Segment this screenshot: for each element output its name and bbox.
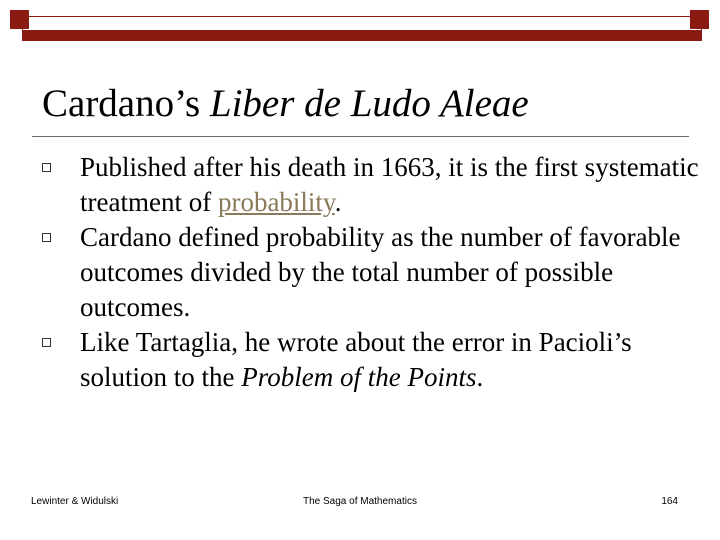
- bullet-text: Cardano defined probability as the number of favorable outcomes divided by the total number of possible outcomes.: [80, 222, 681, 322]
- bullet-text-end: .: [476, 362, 484, 392]
- hollow-square-bullet-icon: [42, 338, 51, 347]
- footer-authors: Lewinter & Widulski: [31, 496, 119, 507]
- bullet-text-end: .: [334, 187, 342, 217]
- slide-title-plain: Cardano’s: [42, 82, 210, 125]
- slide-title: [42, 82, 529, 126]
- footer-page-number: 164: [661, 496, 678, 507]
- bullet-text-italic: Problem of the Points: [241, 362, 477, 392]
- bullet-item: [42, 150, 702, 220]
- bullet-item: [42, 325, 702, 395]
- corner-square-left: [10, 10, 29, 29]
- header-band-outline: [22, 16, 702, 31]
- bullet-text: Published after his death in 1663, it is the first systematic treatment of: [80, 152, 699, 217]
- title-divider: [32, 136, 689, 137]
- bullet-list: [42, 150, 702, 395]
- header-band: [22, 31, 702, 41]
- hollow-square-bullet-icon: [42, 163, 51, 172]
- slide-title-italic: Liber de Ludo Aleae: [209, 82, 529, 125]
- probability-link[interactable]: probability: [217, 187, 335, 217]
- footer-book-title: The Saga of Mathematics: [303, 496, 417, 507]
- hollow-square-bullet-icon: [42, 233, 51, 242]
- corner-square-right: [690, 10, 709, 29]
- bullet-text: Like Tartaglia, he wrote about the error in Pacioli’s solution to the: [80, 327, 632, 392]
- bullet-item: [42, 220, 702, 325]
